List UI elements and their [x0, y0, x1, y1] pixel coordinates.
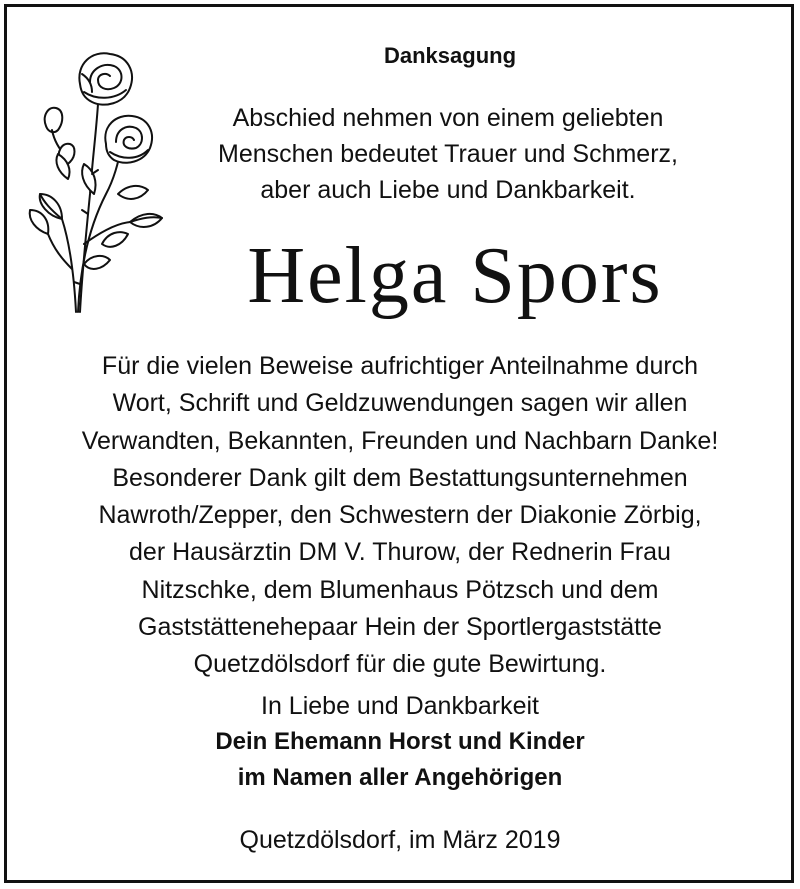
intro-line: aber auch Liebe und Dankbarkeit. — [260, 176, 636, 204]
thanks-line: Wort, Schrift und Geldzuwendungen sagen wir allen — [112, 389, 688, 418]
place-date: Quetzdölsdorf, im März 2019 — [239, 826, 561, 854]
closing-intro: In Liebe und Dankbarkeit — [261, 692, 539, 720]
thanks-line: Gaststättenehepaar Hein der Sportlergaststätte — [138, 613, 662, 642]
intro-text — [168, 100, 728, 208]
thanks-line: Verwandten, Bekannten, Freunden und Nachbarn Danke! — [81, 426, 719, 455]
signature-line: im Namen aller Angehörigen — [237, 764, 563, 791]
rose-icon — [18, 44, 168, 314]
thanks-line: der Hausärztin DM V. Thurow, der Rednerin Frau — [129, 538, 671, 567]
intro-line: Menschen bedeutet Trauer und Schmerz, — [218, 140, 678, 168]
thanks-line: Nawroth/Zepper, den Schwestern der Diakonie Zörbig, — [98, 501, 702, 530]
thanks-line: Besonderer Dank gilt dem Bestattungsunternehmen — [112, 463, 688, 492]
closing-block — [100, 688, 700, 796]
signature-line: Dein Ehemann Horst und Kinder — [215, 728, 585, 755]
thanks-line: Für die vielen Beweise aufrichtiger Anteilnahme durch — [101, 352, 699, 380]
intro-line: Abschied nehmen von einem geliebten — [232, 104, 664, 132]
deceased-name: Helga Spors — [247, 232, 663, 320]
thanks-line: Quetzdölsdorf für die gute Bewirtung. — [193, 650, 607, 679]
notice-heading: Danksagung — [383, 43, 517, 68]
thanks-text — [10, 348, 790, 684]
thanks-line: Nitzschke, dem Blumenhaus Pötzsch und dem — [141, 575, 659, 604]
